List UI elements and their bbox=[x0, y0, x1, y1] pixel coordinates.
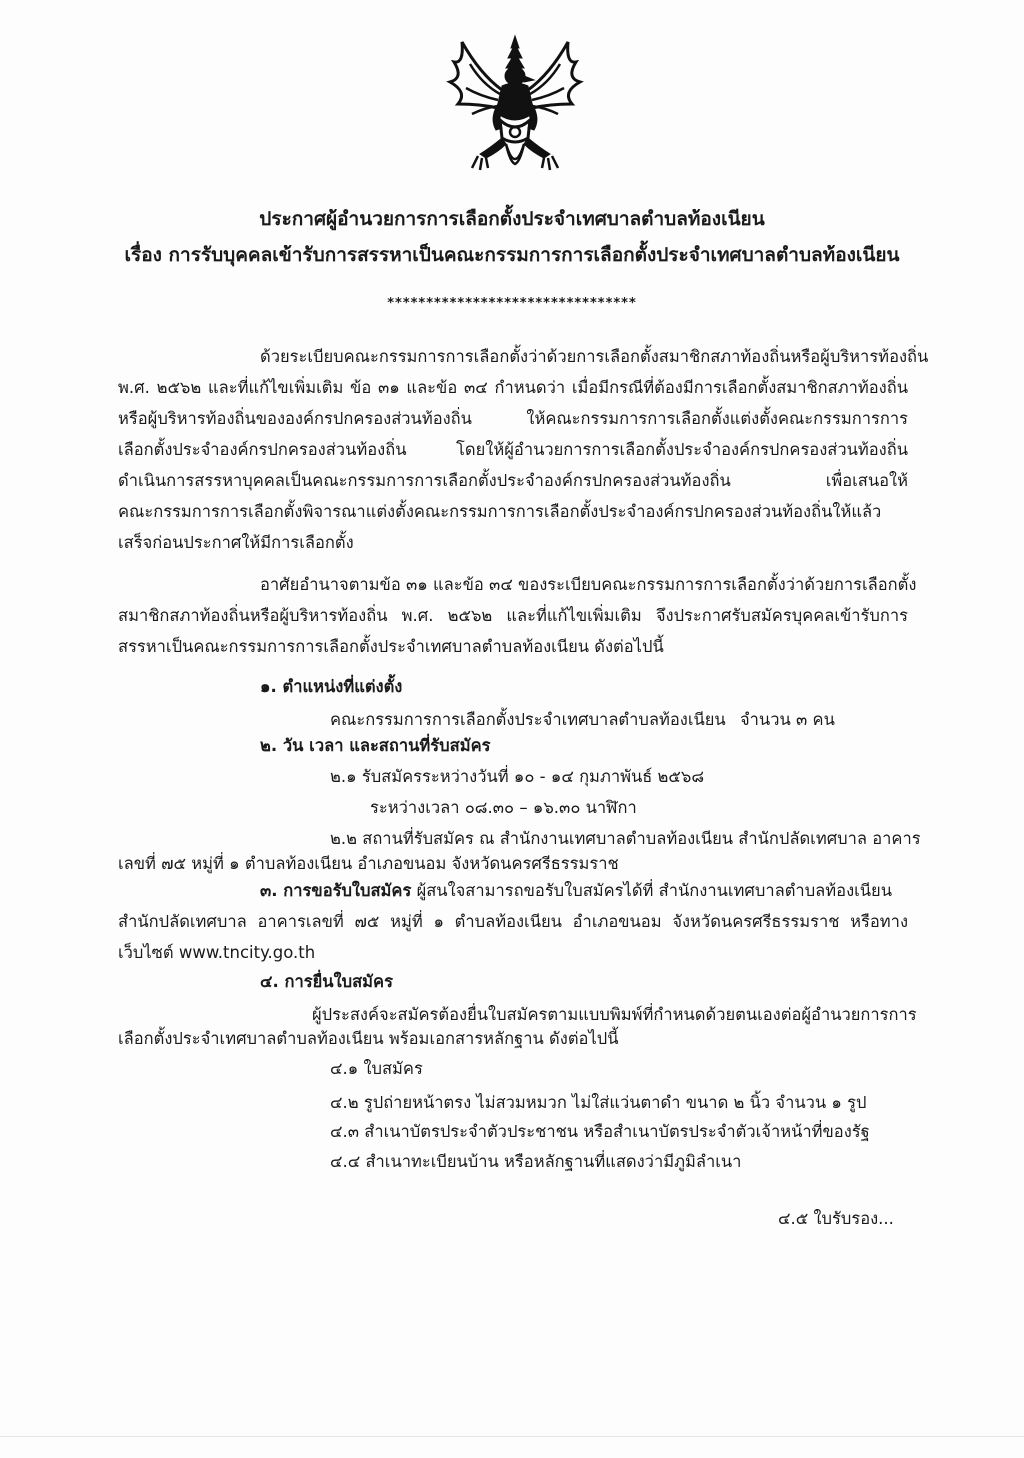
section2-item: ๒.๒ สถานที่รับสมัคร ณ สำนักงานเทศบาลตำบลท้องเนียน สำนักปลัดเทศบาล อาคาร bbox=[330, 829, 921, 848]
para1-line: เสร็จก่อนประกาศให้มีการเลือกตั้ง bbox=[118, 533, 354, 552]
para1-line: คณะกรรมการการเลือกตั้งพิจารณาแต่งตั้งคณะกรรมการการเลือกตั้งประจำองค์กรปกครองส่วนท้องถิ่นให้แล้ว bbox=[118, 502, 882, 521]
section4-heading: ๔. การยื่นใบสมัคร bbox=[260, 972, 393, 991]
announcement-title: ประกาศผู้อำนวยการการเลือกตั้งประจำเทศบาลตำบลท้องเนียน bbox=[259, 208, 765, 230]
para1-line: ด้วยระเบียบคณะกรรมการการเลือกตั้งว่าด้วยการเลือกตั้งสมาชิกสภาท้องถิ่นหรือผู้บริหารท้องถิ่น bbox=[260, 347, 929, 366]
section4-item: ๔.๑ ใบสมัคร bbox=[330, 1059, 423, 1078]
section1-detail: คณะกรรมการการเลือกตั้งประจำเทศบาลตำบลท้องเนียน bbox=[330, 710, 726, 729]
section3-line bbox=[260, 880, 908, 902]
para1-line: ดำเนินการสรรหาบุคคลเป็นคณะกรรมการการเลือกตั้งประจำองค์กรปกครองส่วนท้องถิ่น เพื่อเสนอให้ bbox=[118, 471, 908, 490]
section3-text: ผู้สนใจสามารถขอรับใบสมัครได้ที่ สำนักงานเทศบาลตำบลท้องเนียน bbox=[416, 881, 892, 900]
para1-line: หรือผู้บริหารท้องถิ่นขององค์กรปกครองส่วนท้องถิ่น ให้คณะกรรมการการเลือกตั้งแต่งตั้งคณะกรรมการการ bbox=[118, 409, 908, 428]
para2-line: อาศัยอำนาจตามข้อ ๓๑ และข้อ ๓๔ ของระเบียบคณะกรรมการการเลือกตั้งว่าด้วยการเลือกตั้ง bbox=[260, 575, 917, 594]
para2-line: สมาชิกสภาท้องถิ่นหรือผู้บริหารท้องถิ่น พ.ศ. ๒๕๖๒ และที่แก้ไขเพิ่มเติม จึงประกาศรับสมัครบุคคลเข้ารับการ bbox=[118, 606, 908, 625]
announcement-subject: เรื่อง การรับบุคคลเข้ารับการสรรหาเป็นคณะกรรมการการเลือกตั้งประจำเทศบาลตำบลท้องเนียน bbox=[124, 244, 900, 266]
para1-line: พ.ศ. ๒๕๖๒ และที่แก้ไขเพิ่มเติม ข้อ ๓๑ และข้อ ๓๔ กำหนดว่า เมื่อมีกรณีที่ต้องมีการเลือกตั้งสมาชิกสภาท้องถิ่น bbox=[118, 378, 908, 397]
section3-heading: ๓. การขอรับใบสมัคร bbox=[260, 881, 412, 900]
divider-asterisks: ******************************** bbox=[387, 296, 637, 311]
section1-heading: ๑. ตำแหน่งที่แต่งตั้ง bbox=[260, 677, 403, 696]
section2-item: เลขที่ ๗๕ หมู่ที่ ๑ ตำบลท้องเนียน อำเภอขนอม จังหวัดนครศรีธรรมราช bbox=[118, 854, 619, 873]
section3-line: สำนักปลัดเทศบาล อาคารเลขที่ ๗๕ หมู่ที่ ๑ ตำบลท้องเนียน อำเภอขนอม จังหวัดนครศรีธรรมราช หรือทาง bbox=[118, 912, 908, 931]
continuation-note: ๔.๕ ใบรับรอง... bbox=[778, 1209, 894, 1228]
section4-intro: ผู้ประสงค์จะสมัครต้องยื่นใบสมัครตามแบบพิมพ์ที่กำหนดด้วยตนเองต่อผู้อำนวยการการ bbox=[312, 1005, 917, 1024]
section1-count: จำนวน ๓ คน bbox=[740, 710, 835, 729]
section2-item-time: ระหว่างเวลา ๐๘.๓๐ – ๑๖.๓๐ นาฬิกา bbox=[370, 798, 637, 817]
section4-item: ๔.๒ รูปถ่ายหน้าตรง ไม่สวมหมวก ไม่ใส่แว่นตาดำ ขนาด ๒ นิ้ว จำนวน ๑ รูป bbox=[330, 1093, 867, 1112]
section3-website[interactable]: เว็บไซต์ www.tncity.go.th bbox=[118, 943, 316, 962]
para2-line: สรรหาเป็นคณะกรรมการการเลือกตั้งประจำเทศบาลตำบลท้องเนียน ดังต่อไปนี้ bbox=[118, 637, 664, 656]
para1-line: เลือกตั้งประจำองค์กรปกครองส่วนท้องถิ่น โดยให้ผู้อำนวยการการเลือกตั้งประจำองค์กรปกครองส่วนท้องถิ่น bbox=[118, 440, 908, 459]
section2-item: ๒.๑ รับสมัครระหว่างวันที่ ๑๐ - ๑๔ กุมภาพันธ์ ๒๕๖๘ bbox=[330, 767, 705, 786]
section4-item: ๔.๓ สำเนาบัตรประจำตัวประชาชน หรือสำเนาบัตรประจำตัวเจ้าหน้าที่ของรัฐ bbox=[330, 1122, 870, 1141]
section4-intro: เลือกตั้งประจำเทศบาลตำบลท้องเนียน พร้อมเอกสารหลักฐาน ดังต่อไปนี้ bbox=[118, 1029, 619, 1048]
section4-item: ๔.๔ สำเนาทะเบียนบ้าน หรือหลักฐานที่แสดงว่ามีภูมิลำเนา bbox=[330, 1152, 742, 1171]
scan-edge-line bbox=[0, 1436, 1024, 1437]
garuda-emblem-icon bbox=[440, 34, 590, 179]
section2-heading: ๒. วัน เวลา และสถานที่รับสมัคร bbox=[260, 736, 491, 755]
